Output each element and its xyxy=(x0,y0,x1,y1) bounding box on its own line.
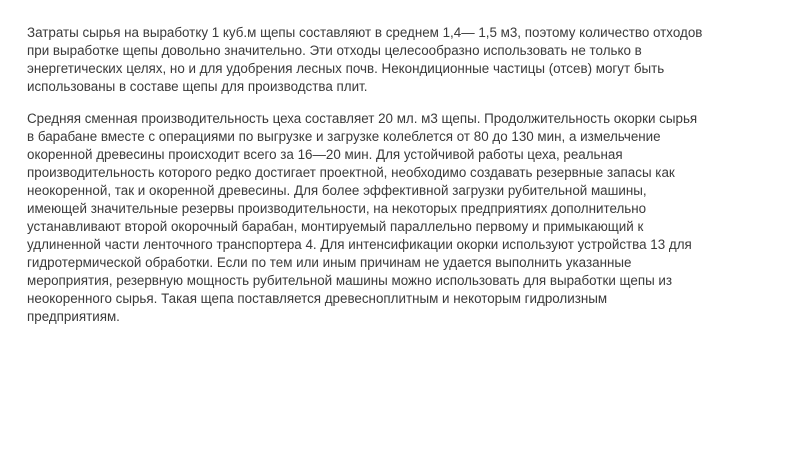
text-line: в барабане вместе с операциями по выгрузке и загрузке колеблется от 80 до 130 мин, а измельчение xyxy=(27,129,661,144)
text-line: предприятиям. xyxy=(27,309,120,324)
text-line: окоренной древесины происходит всего за 16—20 мин. Для устойчивой работы цеха, реальная xyxy=(27,147,623,162)
text-line: энергетических целях, но и для удобрения лесных почв. Некондиционные частицы (отсев) могут быть xyxy=(27,61,665,76)
text-line: имеющей значительные резервы производительности, на некоторых предприятиях дополнительно xyxy=(27,201,647,216)
text-line: удлиненной части ленточного транспортера 4. Для интенсификации окорки используют устройства 13 для xyxy=(27,237,692,252)
text-line: неокоренной, так и окоренной древесины. Для более эффективной загрузки рубительной машины, xyxy=(27,183,647,198)
text-line: Затраты сырья на выработку 1 куб.м щепы составляют в среднем 1,4— 1,5 м3, поэтому количество отходов xyxy=(27,25,703,40)
paragraph-shop-productivity xyxy=(27,110,697,326)
paragraph-raw-material-costs xyxy=(27,24,702,96)
text-line: производительность которого редко достигает проектной, необходимо создавать резервные запасы как xyxy=(27,165,675,180)
text-line: устанавливают второй окорочный барабан, монтируемый параллельно первому и примыкающий к xyxy=(27,219,644,234)
text-line: мероприятия, резервную мощность рубительной машины можно использовать для выработки щепы из xyxy=(27,273,673,288)
text-line: при выработке щепы довольно значительно. Эти отходы целесообразно использовать не только в xyxy=(27,43,642,58)
text-line: Средняя сменная производительность цеха составляет 20 мл. м3 щепы. Продолжительность окорки сырья xyxy=(27,111,698,126)
text-line: использованы в составе щепы для производства плит. xyxy=(27,79,368,94)
text-line: неокоренного сырья. Такая щепа поставляется древесноплитным и некоторым гидролизным xyxy=(27,291,608,306)
text-line: гидротермической обработки. Если по тем или иным причинам не удается выполнить указанные xyxy=(27,255,632,270)
